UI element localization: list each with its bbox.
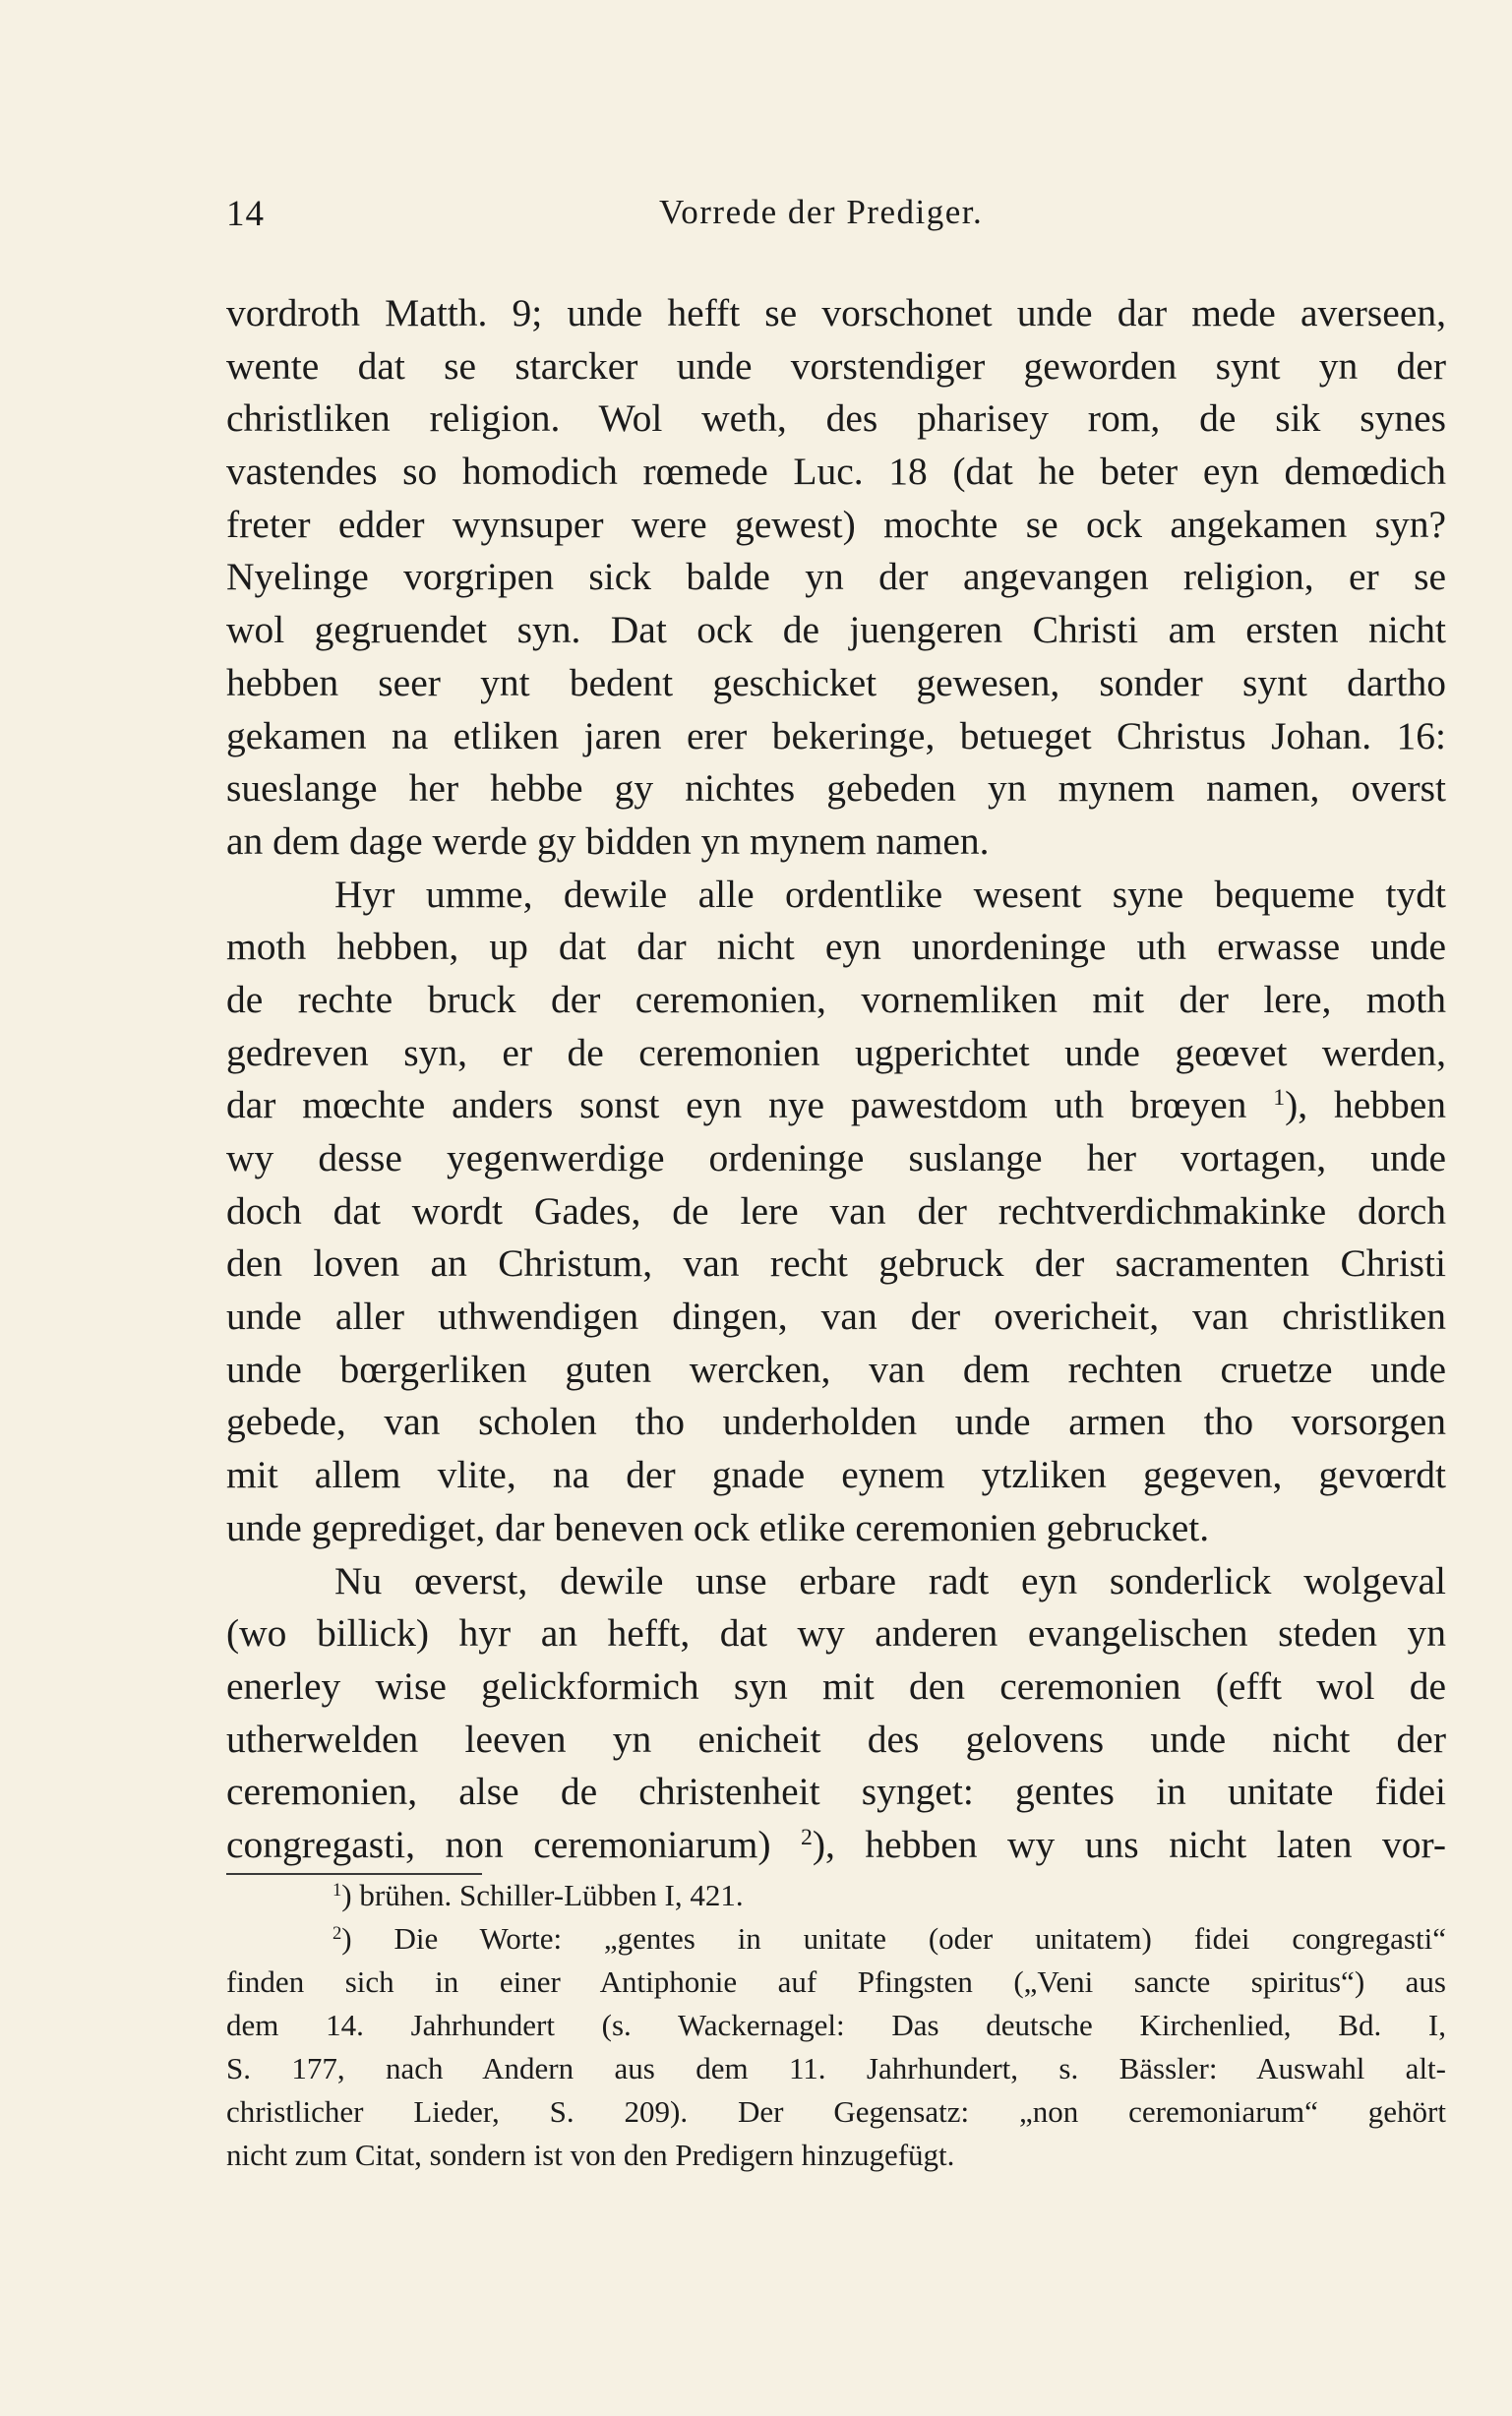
text-line: an dem dage werde gy bidden yn mynem namen. (226, 818, 990, 863)
text-line-with-footnote-ref (226, 1819, 1446, 1872)
text-line: gebede, van scholen tho underholden unde armen tho vorsorgen (226, 1400, 1446, 1444)
footnote-2-line: christlicher Lieder, S. 209). Der Gegensatz: „non ceremoniarum“ gehört (226, 2094, 1446, 2129)
footnotes (226, 1874, 1446, 2177)
text-line: (wo billick) hyr an hefft, dat wy anderen evangelischen steden yn (226, 1611, 1446, 1656)
text-line: gedreven syn, er de ceremonien ugperichtet unde geœvet werden, (226, 1030, 1446, 1074)
footnote-1 (226, 1874, 1446, 1917)
running-title: Vorrede der Prediger. (659, 193, 984, 231)
footnote-ref-2: 2 (801, 1824, 813, 1850)
text-line: unde aller uthwendigen dingen, van der overicheit, van christliken (226, 1295, 1446, 1339)
text-line: wente dat se starcker unde vorstendiger geworden synt yn der (226, 343, 1446, 388)
text-line: unde geprediget, dar beneven ock etlike ceremonien gebrucket. (226, 1505, 1210, 1549)
footnote-1-marker: 1 (333, 1879, 342, 1901)
body-text (226, 287, 1446, 1872)
text-line: hebben seer ynt bedent geschicket gewesen, sonder synt dartho (226, 660, 1446, 704)
text-line: de rechte bruck der ceremonien, vornemliken mit der lere, moth (226, 977, 1446, 1021)
text-line: utherwelden leeven yn enicheit des gelovens unde nicht der (226, 1717, 1446, 1761)
text-line: christliken religion. Wol weth, des pharisey rom, de sik synes (226, 396, 1446, 441)
text-line: mit allem vlite, na der gnade eynem ytzliken gegeven, gevœrdt (226, 1453, 1446, 1497)
text-line: sueslange her hebbe gy nichtes gebeden yn mynem namen, overst (226, 766, 1446, 811)
text-line: Nyelinge vorgripen sick balde yn der angevangen religion, er se (226, 555, 1446, 599)
text-line: unde bœrgerliken guten wercken, van dem rechten cruetze unde (226, 1347, 1446, 1391)
footnote-1-text: ) brühen. Schiller-Lübben I, 421. (341, 1878, 744, 1912)
line-text: dar mœchte anders sonst eyn nye pawestdom uth brœyen (226, 1083, 1247, 1127)
footnote-2-marker: 2 (333, 1922, 342, 1944)
text-line: moth hebben, up dat dar nicht eyn unordeninge uth erwasse unde (226, 925, 1446, 969)
line-tail: ), hebben wy uns nicht laten vor- (812, 1822, 1446, 1866)
page-number: 14 (226, 194, 265, 234)
footnote-2-line (226, 1917, 1446, 1961)
running-head (226, 193, 1446, 252)
footnote-2-line: S. 177, nach Andern aus dem 11. Jahrhundert, s. Bässler: Auswahl alt- (226, 2051, 1446, 2085)
text-line: den loven an Christum, van recht gebruck der sacramenten Christi (226, 1241, 1446, 1286)
text-line: wol gegruendet syn. Dat ock de juengeren Christi am ersten nicht (226, 608, 1446, 652)
text-line: vastendes so homodich rœmede Luc. 18 (dat he beter eyn demœdich (226, 450, 1446, 494)
text-line-with-footnote-ref (226, 1079, 1446, 1132)
text-line: enerley wise gelickformich syn mit den ceremonien (efft wol de (226, 1663, 1446, 1708)
footnote-ref-1: 1 (1273, 1085, 1286, 1112)
line-tail: ), hebben (1285, 1083, 1447, 1127)
paragraph-start-line: Hyr umme, dewile alle ordentlike wesent syne bequeme tydt (334, 872, 1446, 916)
footnote-2-line: finden sich in einer Antiphonie auf Pfingsten („Veni sancte spiritus“) aus (226, 1964, 1446, 1999)
text-line: gekamen na etliken jaren erer bekeringe, betueget Christus Johan. 16: (226, 713, 1446, 757)
text-line: freter edder wynsuper were gewest) mochte se ock angekamen syn? (226, 502, 1446, 546)
line-text: congregasti, non ceremoniarum) (226, 1822, 771, 1866)
paragraph-start-line: Nu œverst, dewile unse erbare radt eyn sonderlick wolgeval (334, 1558, 1446, 1602)
text-line: doch dat wordt Gades, de lere van der rechtverdichmakinke dorch (226, 1188, 1446, 1233)
text-line: wy desse yegenwerdige ordeninge suslange her vortagen, unde (226, 1136, 1446, 1179)
text-line: vordroth Matth. 9; unde hefft se vorschonet unde dar mede averseen, (226, 291, 1446, 334)
footnote-2-line: nicht zum Citat, sondern ist von den Predigern hinzugefügt. (226, 2138, 955, 2172)
footnote-2-line: dem 14. Jahrhundert (s. Wackernagel: Das deutsche Kirchenlied, Bd. I, (226, 2008, 1446, 2042)
footnote-2-text: ) Die Worte: „gentes in unitate (oder unitatem) fidei congregasti“ (341, 1921, 1446, 1956)
text-line: ceremonien, alse de christenheit synget: gentes in unitate fidei (226, 1770, 1446, 1814)
